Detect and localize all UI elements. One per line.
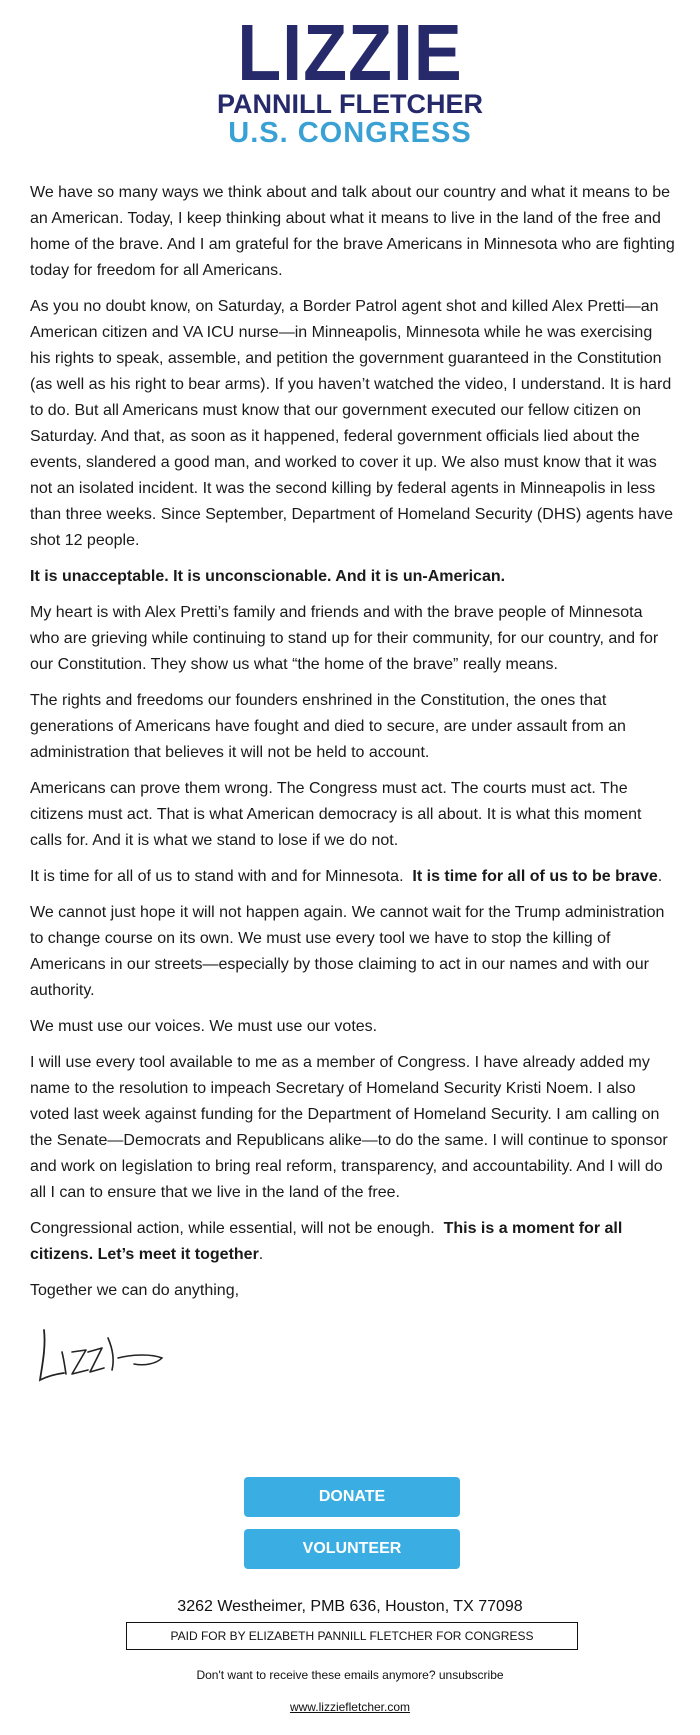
paragraph-7-bold: It is time for all of us to be brave bbox=[412, 868, 658, 885]
paragraph-6: Americans can prove them wrong. The Congress must act. The courts must act. The citizens must act. That is what American democracy is all about. It is what this moment calls for. And it is what we stand to lose if we do not. bbox=[30, 780, 642, 849]
paragraph-4: My heart is with Alex Pretti’s family and friends and with the brave people of Minnesota who are grieving while continuing to stand up for their community, for our country, and for our Constitution. They show us what “the home of the brave” really means. bbox=[30, 604, 659, 673]
campaign-logo bbox=[0, 8, 700, 149]
paragraph-11 bbox=[30, 1216, 675, 1268]
paragraph-11-end: . bbox=[258, 1246, 264, 1263]
paragraph-8: We cannot just hope it will not happen again. We cannot wait for the Trump administration to change course on its own. We must use every tool we have to stop the killing of Americans in our streets—especially by those claiming to act in our names and with our authority. bbox=[30, 904, 665, 999]
logo-name: LIZZIE bbox=[237, 8, 463, 97]
paid-for-disclaimer: PAID FOR BY ELIZABETH PANNILL FLETCHER FOR CONGRESS bbox=[126, 1622, 578, 1650]
logo-office: U.S. CONGRESS bbox=[228, 117, 472, 149]
website-link[interactable]: www.lizziefletcher.com bbox=[289, 1700, 411, 1714]
logo-fullname: PANNILL FLETCHER bbox=[217, 89, 483, 119]
mailing-address: 3262 Westheimer, PMB 636, Houston, TX 77098 bbox=[177, 1598, 523, 1615]
volunteer-button[interactable]: VOLUNTEER bbox=[244, 1529, 460, 1569]
paragraph-3-bold: It is unacceptable. It is unconscionable. And it is un-American. bbox=[30, 568, 506, 585]
closing-line: Together we can do anything, bbox=[30, 1282, 240, 1299]
paragraph-7-text: It is time for all of us to stand with and for Minnesota. bbox=[30, 868, 413, 885]
paragraph-7 bbox=[30, 864, 675, 890]
paragraph-1: We have so many ways we think about and talk about our country and what it means to be an American. Today, I keep thinking about what it means to live in the land of the free and home of the brave. And I am grateful for the brave Americans in Minnesota who are fighting today for freedom for all Americans. bbox=[30, 184, 675, 279]
paragraph-11-text: Congressional action, while essential, will not be enough. bbox=[30, 1220, 444, 1237]
paragraph-10: I will use every tool available to me as a member of Congress. I have already added my name to the resolution to impeach Secretary of Homeland Security Kristi Noem. I also voted last week against funding for the Department of Homeland Security. I am calling on the Senate—Democrats and Republicans alike—to do the same. I will continue to sponsor and work on legislation to bring real reform, transparency, and accountability. And I will do all I can to ensure that we live in the land of the free. bbox=[30, 1054, 668, 1201]
paragraph-7-end: . bbox=[657, 868, 663, 885]
donate-button[interactable]: DONATE bbox=[244, 1477, 460, 1517]
paragraph-11-bold: This is a moment for all citizens. Let’s meet it together bbox=[30, 1220, 623, 1263]
email-body bbox=[30, 180, 675, 1314]
paragraph-2: As you no doubt know, on Saturday, a Border Patrol agent shot and killed Alex Pretti—an American citizen and VA ICU nurse—in Minneapolis, Minnesota while he was exercising his rights to speak, assemble, and petition the government guaranteed in the Constitution (as well as his right to bear arms). If you haven’t watched the video, I understand. It is hard to do. But all Americans must know that our government executed our fellow citizen on Saturday. And that, as soon as it happened, federal government officials lied about the events, slandered a good man, and worked to cover it up. We also must know that it was not an isolated incident. It was the second killing by federal agents in Minneapolis in less than three weeks. Since September, Department of Homeland Security (DHS) agents have shot 12 people. bbox=[30, 298, 673, 549]
unsubscribe-link[interactable]: Don't want to receive these emails anymore? unsubscribe bbox=[196, 1668, 504, 1682]
paragraph-9: We must use our voices. We must use our votes. bbox=[30, 1018, 378, 1035]
signature-image bbox=[34, 1318, 174, 1388]
paragraph-5: The rights and freedoms our founders enshrined in the Constitution, the ones that generations of Americans have fought and died to secure, are under assault from an administration that believes it will not be held to account. bbox=[30, 692, 626, 761]
